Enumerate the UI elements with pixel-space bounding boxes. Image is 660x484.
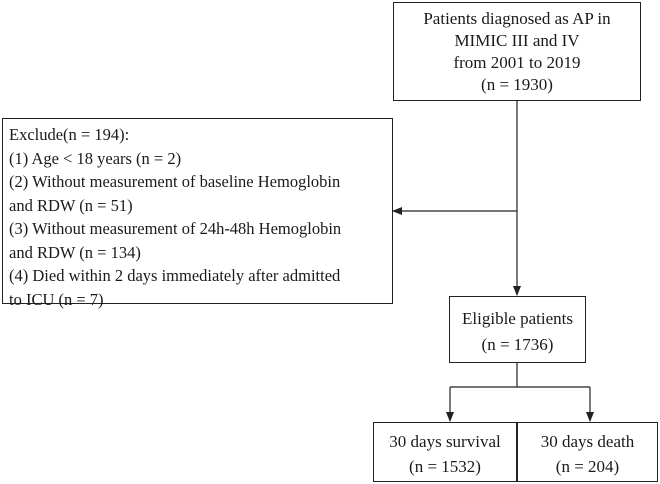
box-exclude [2,118,393,309]
diagnosed-line-2: MIMIC III and IV [454,31,580,50]
box-eligible-patients [449,296,586,363]
eligible-line-1: Eligible patients [462,309,573,328]
diagnosed-line-3: from 2001 to 2019 [453,53,581,72]
exclude-line-6: and RDW (n = 134) [9,242,141,262]
death-line-2: (n = 204) [555,457,620,476]
survival-line-1: 30 days survival [389,432,501,451]
exclude-line-4: and RDW (n = 51) [9,195,133,215]
box-patients-diagnosed [393,2,641,101]
exclude-line-5: (3) Without measurement of 24h-48h Hemoglobin [9,219,342,238]
exclude-line-1: Exclude(n = 194): [9,125,130,144]
death-line-1: 30 days death [540,432,635,451]
diagnosed-line-1: Patients diagnosed as AP in [423,9,611,28]
diagnosed-line-4: (n = 1930) [481,75,553,94]
box-30-days-death [517,422,658,482]
box-30-days-survival [373,422,517,482]
exclude-line-2: (1) Age < 18 years (n = 2) [9,148,182,168]
exclude-line-7: (4) Died within 2 days immediately after admitted [9,266,341,285]
survival-line-2: (n = 1532) [409,457,481,476]
eligible-line-2: (n = 1736) [481,335,554,354]
exclude-line-3: (2) Without measurement of baseline Hemoglobin [9,172,341,191]
exclude-line-8: to ICU (n = 7) [9,289,104,309]
